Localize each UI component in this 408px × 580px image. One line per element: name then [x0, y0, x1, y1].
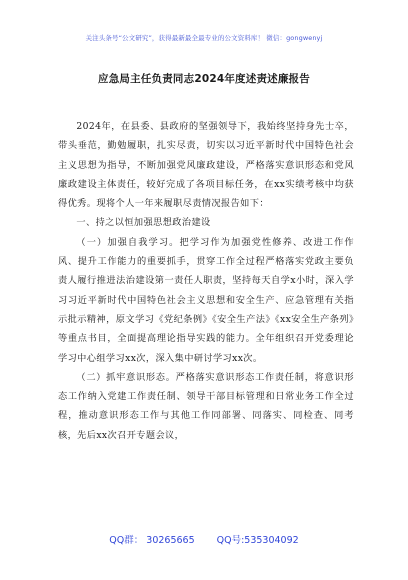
subsection-text: 严格落实意识形态工作责任制，将意识形态工作纳入党建工作责任制、领导干部目标管理和日常业务工作全过程，推动意识形态工作与其他工作同部署、同落实、同检查、同考核，先后xx次召开专题会议， — [58, 371, 354, 441]
subsection-heading: （一）加强自我学习。 — [76, 236, 180, 248]
qq-group: QQ群： 30265665 — [109, 535, 195, 546]
header-banner: 关注头条号“公文研究”，获得最新最全最专业的公文资料库！ 微信：gongwenyj — [85, 34, 323, 42]
document-title: 应急局主任负责同志2024年度述责述廉报告 — [98, 73, 310, 85]
footer-contact — [0, 532, 408, 546]
subsection-heading: （二）抓牢意识形态。 — [76, 371, 176, 383]
document-body — [58, 117, 354, 445]
subsection-paragraph — [58, 233, 354, 368]
subsection-paragraph — [58, 368, 354, 445]
intro-paragraph: 2024年，在县委、县政府的坚强领导下，我始终坚持身先士卒，带头垂范，勤勉履职，扎实尽责，切实以习近平新时代中国特色社会主义思想为指导，不断加强党风廉政建设，严格落实意识形态和党风廉政建设主体责任，较好完成了各项目标任务，在xx实绩考核中均获得优秀。现将个人一年来履职尽责情况报告如下： — [58, 121, 354, 210]
qq-number: QQ号:535304092 — [216, 535, 299, 546]
subsection-text: 把学习作为加强党性修养、改进工作作风、提升工作能力的重要抓手，贯穿工作全过程严格落实党政主要负责人履行推进法治建设第一责任人职责，坚持每天自学x小时，深入学习习近平新时代中国特色社会主义思想和安全生产、应急管理有关指示批示精神，原文学习《党纪条例》《安全生产法》《xx安全生产条列》等重点书目，全面提高理论指导实践的能力。全年组织召开党委理论学习中心组学习xx次，深入集中研讨学习xx次。 — [58, 236, 354, 364]
section-heading: 一、持之以恒加强思想政治建设 — [76, 217, 211, 229]
